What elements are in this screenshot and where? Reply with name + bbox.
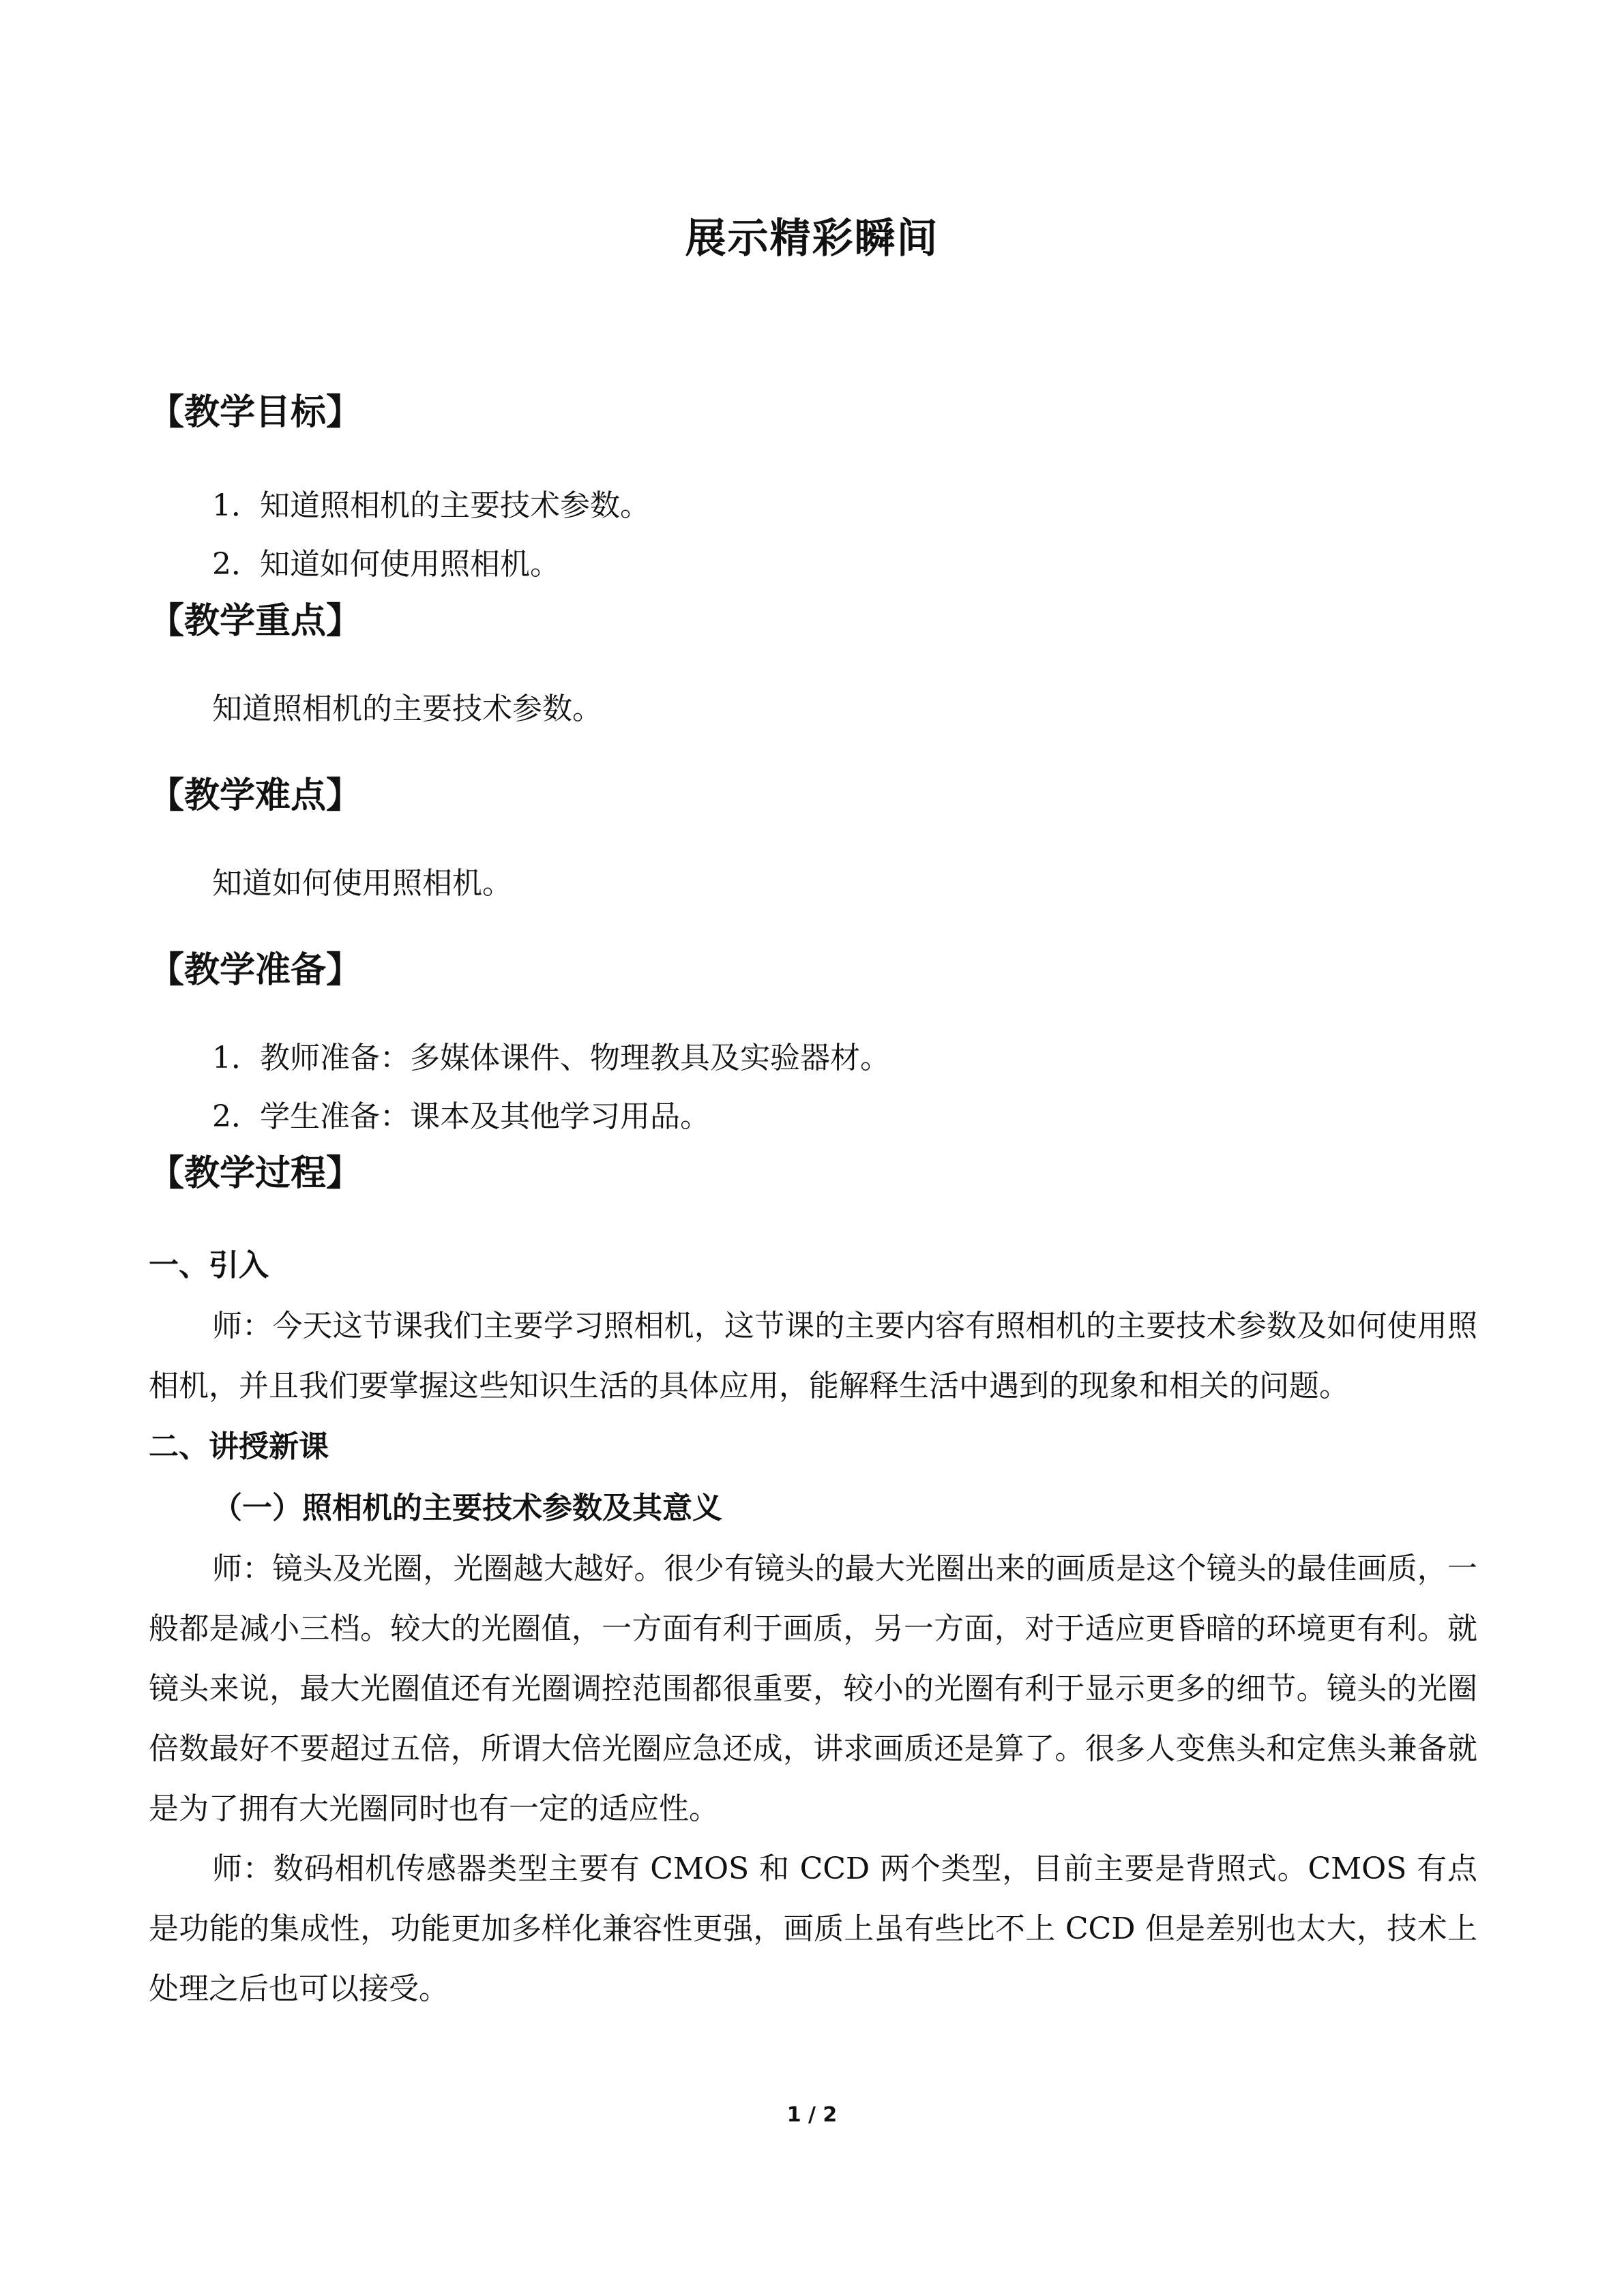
subsection-camera-parameters-title: （一）照相机的主要技术参数及其意义 bbox=[212, 1491, 722, 1525]
focus-text: 知道照相机的主要技术参数。 bbox=[212, 691, 602, 726]
process-heading: 【教学过程】 bbox=[149, 1153, 362, 1194]
list-text: 知道如何使用照相机。 bbox=[260, 547, 560, 582]
difficulty-text: 知道如何使用照相机。 bbox=[212, 866, 512, 901]
section-new-lesson-title: 二、讲授新课 bbox=[149, 1429, 329, 1464]
objective-item bbox=[149, 477, 1477, 535]
list-text: 知道照相机的主要技术参数。 bbox=[260, 488, 650, 523]
list-text: 学生准备：课本及其他学习用品。 bbox=[260, 1099, 710, 1134]
list-number: 1． bbox=[212, 1041, 261, 1075]
intro-paragraph: 师：今天这节课我们主要学习照相机，这节课的主要内容有照相机的主要技术参数及如何使用照相机，并且我们要掌握这些知识生活的具体应用，能解释生活中遇到的现象和相关的问题。 bbox=[149, 1309, 1477, 1403]
objective-item bbox=[149, 535, 1477, 594]
section-intro-title: 一、引入 bbox=[149, 1248, 269, 1283]
preparation-item bbox=[149, 1088, 1477, 1146]
objectives-heading: 【教学目标】 bbox=[149, 392, 362, 433]
list-text: 教师准备：多媒体课件、物理教具及实验器材。 bbox=[260, 1041, 890, 1075]
sensor-paragraph: 师：数码相机传感器类型主要有 CMOS 和 CCD 两个类型，目前主要是背照式。CMOS 有点是功能的集成性，功能更加多样化兼容性更强，画质上虽有些比不上 CCD 但是差别也太大，技术上处理之后也可以接受。 bbox=[149, 1851, 1477, 2006]
document-title: 展示精彩瞬间 bbox=[685, 215, 939, 263]
difficulty-heading: 【教学难点】 bbox=[149, 775, 362, 816]
focus-heading: 【教学重点】 bbox=[149, 601, 362, 642]
list-number: 2． bbox=[212, 547, 261, 582]
document-body bbox=[149, 385, 1477, 2019]
list-number: 1． bbox=[212, 488, 261, 523]
page-number: 1 / 2 bbox=[786, 2103, 838, 2127]
lens-aperture-paragraph: 师：镜头及光圈，光圈越大越好。很少有镜头的最大光圈出来的画质是这个镜头的最佳画质，一般都是减小三档。较大的光圈值，一方面有利于画质，另一方面，对于适应更昏暗的环境更有利。就镜头来说，最大光圈值还有光圈调控范围都很重要，较小的光圈有利于显示更多的细节。镜头的光圈倍数最好不要超过五倍，所谓大倍光圈应急还成，讲求画质还是算了。很多人变焦头和定焦头兼备就是为了拥有大光圈同时也有一定的适应性。 bbox=[149, 1551, 1477, 1826]
preparation-item bbox=[149, 1029, 1477, 1088]
list-number: 2． bbox=[212, 1099, 261, 1134]
preparation-heading: 【教学准备】 bbox=[149, 950, 362, 991]
